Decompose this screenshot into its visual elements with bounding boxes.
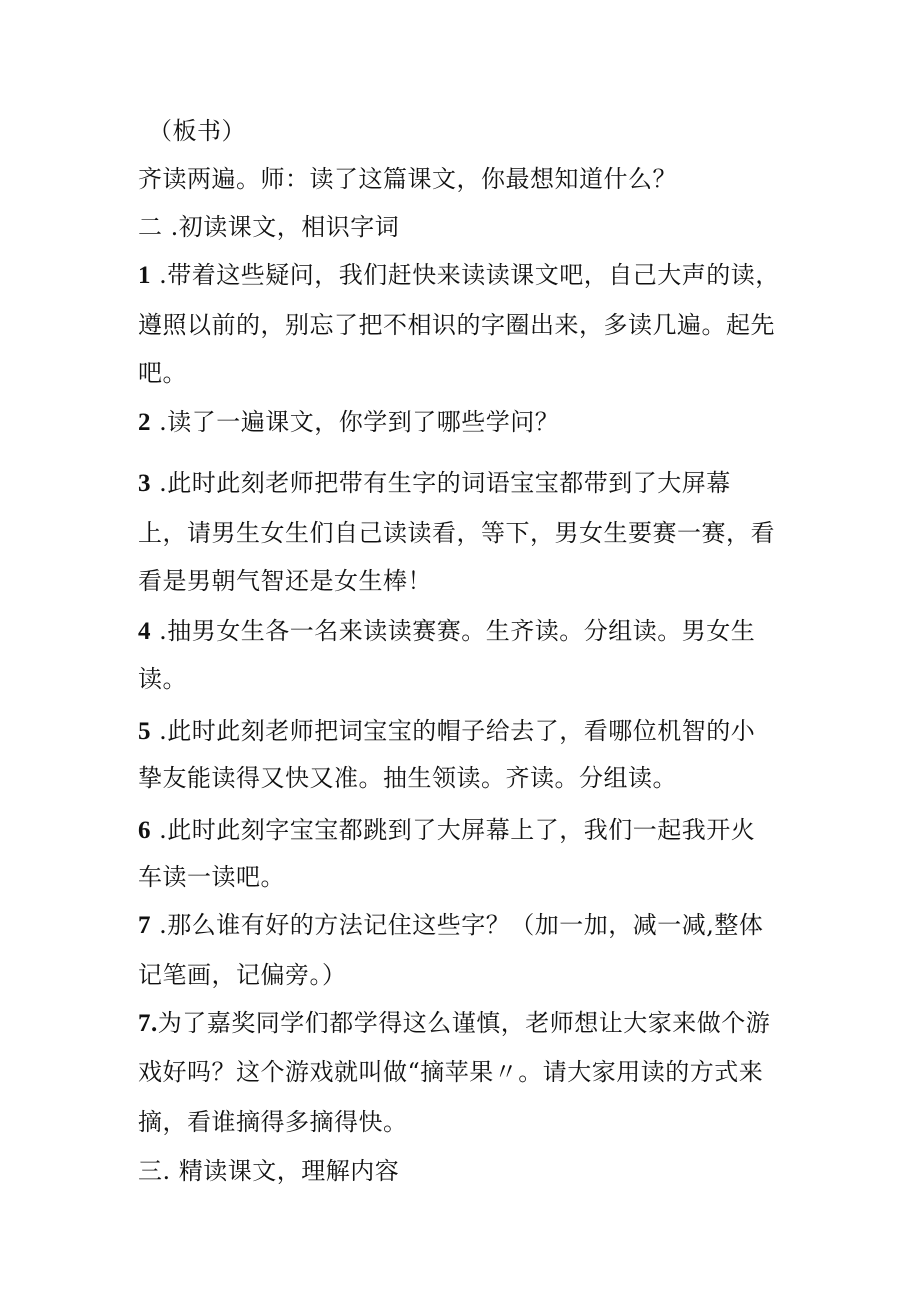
text-line: [138, 763, 677, 793]
line-text: .此时此刻老师把带有生字的词语宝宝都带到了大屏幕: [151, 469, 731, 497]
text-line: [138, 1107, 408, 1137]
line-text: .那么谁有好的方法记住这些字？（加一加，减一减,整体: [151, 911, 764, 939]
line-text: 遵照以前的，别忘了把不相识的字圈出来，多读几遍。起先: [138, 311, 775, 339]
line-text: 看是男朝气智还是女生棒！: [138, 567, 432, 595]
item-number: 7.: [138, 1010, 158, 1037]
line-text: 挚友能读得又快又准。抽生领读。齐读。分组读。: [138, 764, 677, 792]
line-text: 吧。: [138, 359, 187, 387]
text-line: [138, 1057, 763, 1087]
line-text: 上，请男生女生们自己读读看，等下，男女生要赛一赛，看: [138, 519, 775, 547]
line-text: 读。: [138, 665, 187, 693]
line-text: 车读一读吧。: [138, 863, 285, 891]
list-item: [138, 407, 559, 438]
line-text: .抽男女生各一名来读读赛赛。生齐读。分组读。男女生: [151, 617, 756, 645]
list-item: [138, 260, 780, 291]
text-line: [138, 310, 775, 340]
line-text: （板书）: [148, 117, 246, 145]
item-number: 5: [138, 718, 151, 745]
list-item: [138, 1008, 770, 1039]
item-number: 4: [138, 618, 151, 645]
line-text: .读了一遍课文，你学到了哪些学问？: [151, 408, 560, 436]
line-text: 为了嘉奖同学们都学得这么谨慎，老师想让大家来做个游: [157, 1009, 771, 1037]
list-item: [138, 716, 755, 747]
text-line: [138, 358, 187, 388]
line-text: .此时此刻字宝宝都跳到了大屏幕上了，我们一起我开火: [151, 816, 756, 844]
line-text: 二 .初读课文，相识字词: [138, 213, 400, 241]
text-line: [138, 960, 347, 990]
item-number: 3: [138, 470, 151, 497]
text-line: [138, 518, 775, 548]
list-item: [138, 616, 755, 647]
text-line: [138, 566, 432, 596]
item-number: 7: [138, 912, 151, 939]
list-item: [138, 468, 731, 499]
line-text: 摘，看谁摘得多摘得快。: [138, 1108, 408, 1136]
list-item: [138, 815, 755, 846]
line-text: 记笔画，记偏旁。）: [138, 961, 347, 989]
text-line: [148, 116, 246, 146]
item-number: 6: [138, 817, 151, 844]
line-text: 戏好吗？这个游戏就叫做“摘苹果〃。请大家用读的方式来: [138, 1058, 764, 1086]
text-line: [138, 164, 677, 194]
text-line: [138, 664, 187, 694]
line-text: 齐读两遍。师：读了这篇课文，你最想知道什么？: [138, 165, 677, 193]
line-text: 三. 精读课文，理解内容: [138, 1157, 400, 1185]
section-heading: [138, 212, 399, 242]
section-heading: [138, 1156, 399, 1186]
item-number: 1: [138, 262, 151, 289]
list-item: [138, 910, 763, 941]
line-text: .带着这些疑问，我们赶快来读读课文吧，自己大声的读，: [151, 261, 780, 289]
line-text: .此时此刻老师把词宝宝的帽子给去了，看哪位机智的小: [151, 717, 756, 745]
text-line: [138, 862, 285, 892]
item-number: 2: [138, 409, 151, 436]
